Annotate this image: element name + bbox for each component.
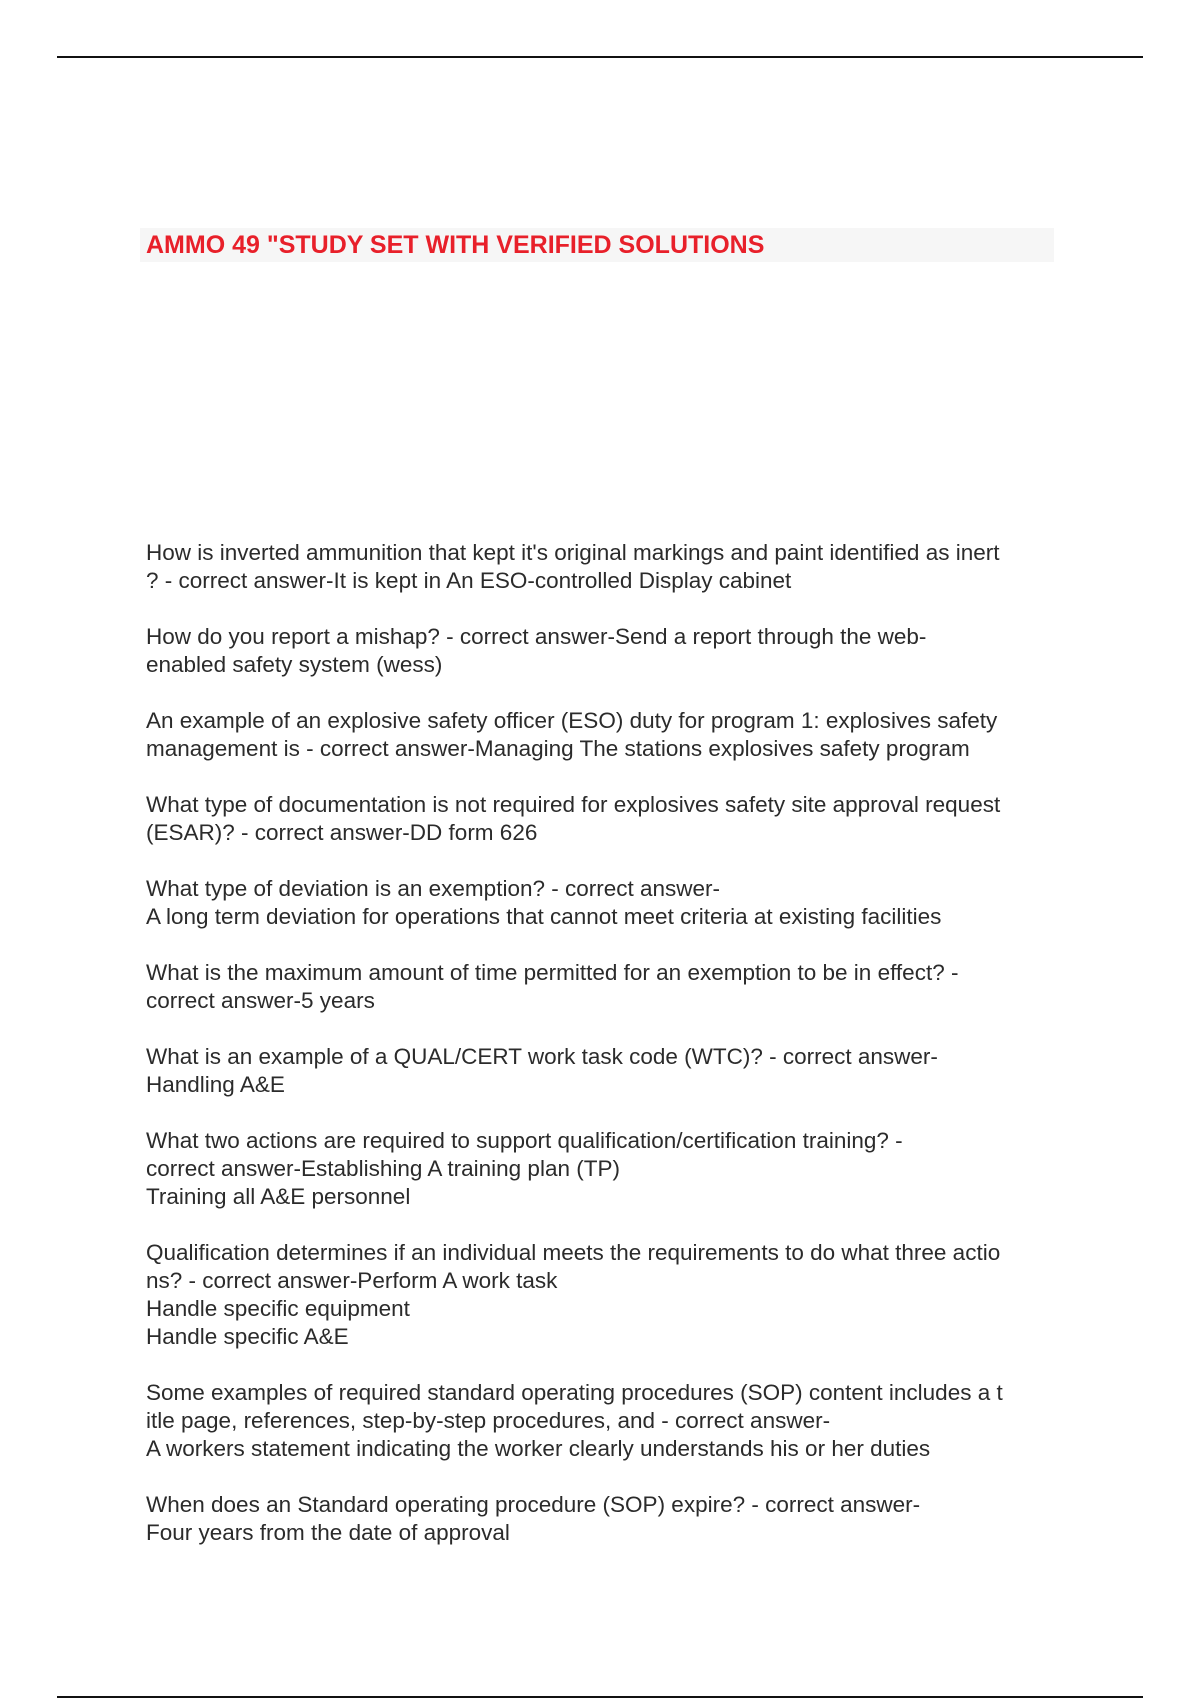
qa-item: What two actions are required to support qualification/certification training? - correct answer-Establishing A training plan (TP) Training all A&E personnel — [146, 1128, 903, 1209]
top-rule — [57, 56, 1143, 58]
qa-item: An example of an explosive safety officer (ESO) duty for program 1: explosives safety management is - correct answer-Managing The stations explosives safety program — [146, 708, 998, 761]
bottom-rule — [57, 1696, 1143, 1698]
qa-item: How is inverted ammunition that kept it's original markings and paint identified as inert ? - correct answer-It is kept in An ESO-controlled Display cabinet — [146, 540, 1000, 593]
document-title: AMMO 49 "STUDY SET WITH VERIFIED SOLUTIONS — [146, 231, 765, 259]
qa-item: What type of documentation is not required for explosives safety site approval request (ESAR)? - correct answer-DD form 626 — [146, 792, 1001, 845]
qa-item: What is the maximum amount of time permitted for an exemption to be in effect? - correct answer-5 years — [146, 960, 959, 1013]
qa-item: What is an example of a QUAL/CERT work task code (WTC)? - correct answer- Handling A&E — [146, 1044, 938, 1097]
qa-item: How do you report a mishap? - correct answer-Send a report through the web- enabled safety system (wess) — [146, 624, 927, 677]
qa-item: When does an Standard operating procedure (SOP) expire? - correct answer- Four years from the date of approval — [146, 1492, 921, 1545]
qa-list — [146, 539, 1066, 1575]
qa-item: Qualification determines if an individual meets the requirements to do what three actio ns? - correct answer-Perform A work task Handle specific equipment Handle specific A&E — [146, 1240, 1001, 1349]
qa-item: What type of deviation is an exemption? - correct answer- A long term deviation for operations that cannot meet criteria at existing facilities — [146, 876, 942, 929]
qa-item: Some examples of required standard operating procedures (SOP) content includes a t itle page, references, step-by-step procedures, and - correct answer- A workers statement indicating the worker clearly understands his or her duties — [146, 1380, 1003, 1461]
